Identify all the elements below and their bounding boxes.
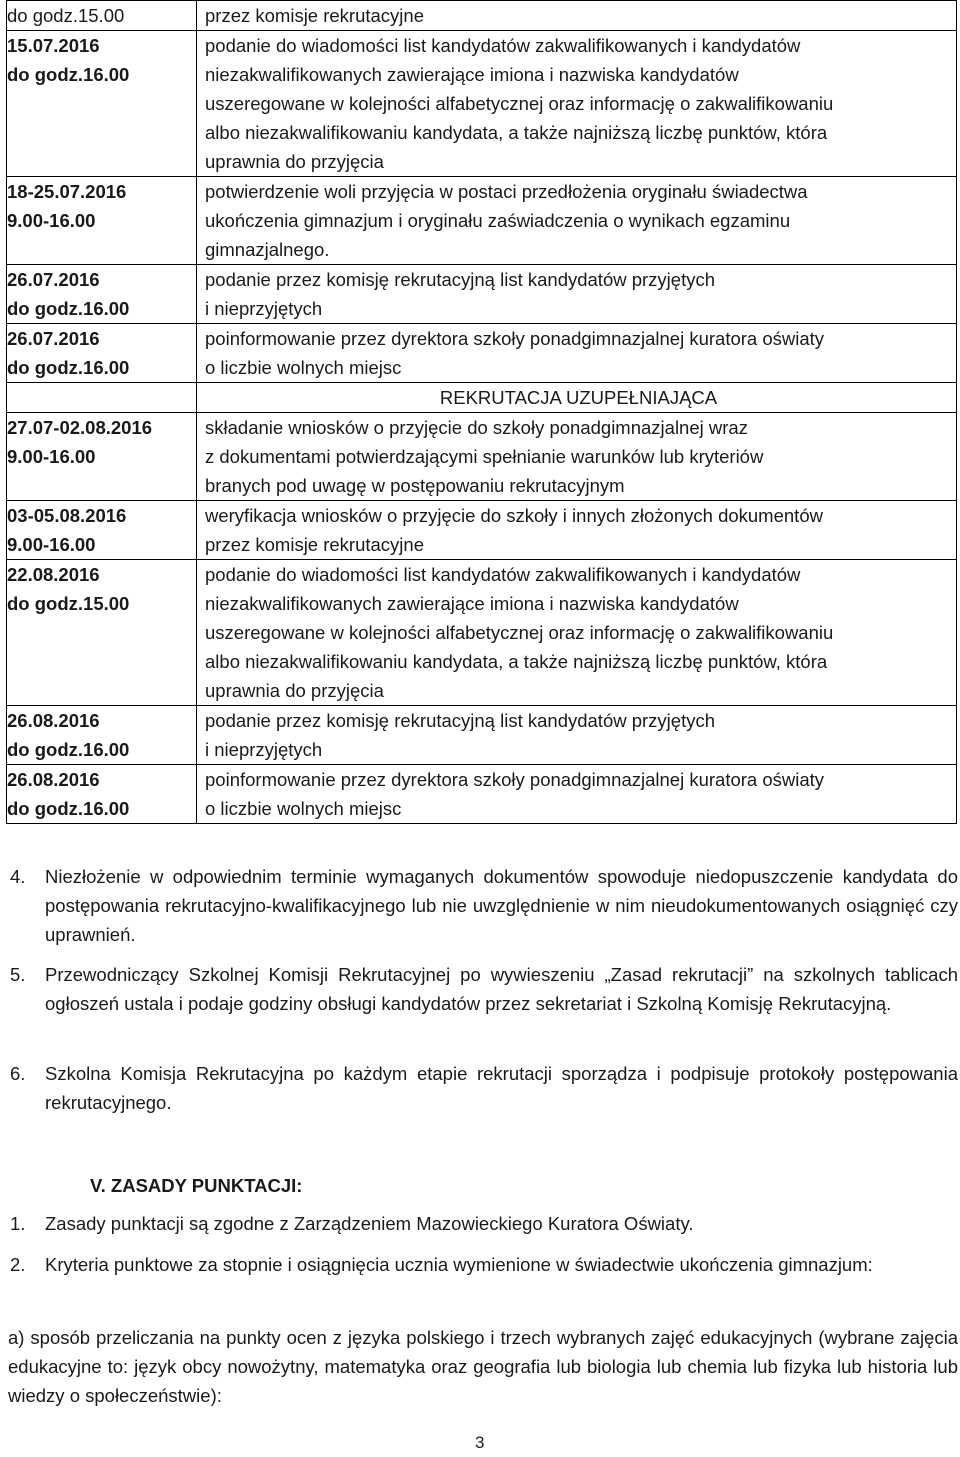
description-line: uszeregowane w kolejności alfabetycznej oraz informację o zakwalifikowaniu: [205, 622, 834, 643]
section-item-2: [10, 1250, 958, 1279]
date-line: 9.00-16.00: [7, 534, 96, 555]
schedule-date: [7, 706, 197, 765]
schedule-description: [197, 31, 957, 177]
section-item-1: [10, 1209, 958, 1238]
date-line: 15.07.2016: [7, 35, 100, 56]
description-line: o liczbie wolnych miejsc: [205, 357, 402, 378]
date-line: do godz.16.00: [7, 357, 130, 378]
schedule-row: [7, 31, 957, 177]
date-line: do godz.16.00: [7, 739, 130, 760]
description-line: gimnazjalnego.: [205, 239, 330, 260]
description-line: REKRUTACJA UZUPEŁNIAJĄCA: [439, 387, 718, 408]
date-line: 26.07.2016: [7, 269, 100, 290]
schedule-table: [6, 0, 957, 824]
date-line: 18-25.07.2016: [7, 181, 127, 202]
description-line: albo niezakwalifikowaniu kandydata, a także najniższą liczbę punktów, która: [205, 122, 828, 143]
description-line: albo niezakwalifikowaniu kandydata, a także najniższą liczbę punktów, która: [205, 651, 828, 672]
description-line: uprawnia do przyjęcia: [205, 151, 384, 172]
schedule-date: [7, 265, 197, 324]
schedule-row: [7, 265, 957, 324]
description-line: i nieprzyjętych: [205, 298, 323, 319]
description-line: podanie przez komisję rekrutacyjną list kandydatów przyjętych: [205, 710, 716, 731]
description-line: uszeregowane w kolejności alfabetycznej oraz informację o zakwalifikowaniu: [205, 93, 834, 114]
description-line: składanie wniosków o przyjęcie do szkoły ponadgimnazjalnej wraz: [205, 417, 748, 438]
schedule-description: [197, 177, 957, 265]
point-text: Niezłożenie w odpowiednim terminie wymaganych dokumentów spowoduje niedopuszczenie kandydata do postępowania rekrutacyjno-kwalifikacyjnego lub nie uwzględnienie w nim nieudokumentowanych osiągnięć czy uprawnień.: [45, 866, 958, 945]
schedule-body: [7, 1, 957, 824]
point-text: Przewodniczący Szkolnej Komisji Rekrutacyjnej po wywieszeniu „Zasad rekrutacji” na szkolnych tablicach ogłoszeń ustala i podaje godziny obsługi kandydatów przez sekretariat i Szkolną Komisję Rekrutacyjną.: [45, 964, 958, 1014]
description-line: podanie do wiadomości list kandydatów zakwalifikowanych i kandydatów: [205, 35, 801, 56]
schedule-description: [197, 765, 957, 824]
point-text: Szkolna Komisja Rekrutacyjna po każdym etapie rekrutacji sporządza i podpisuje protokoły postępowania rekrutacyjnego.: [45, 1063, 958, 1113]
schedule-date: [7, 765, 197, 824]
description-line: podanie do wiadomości list kandydatów zakwalifikowanych i kandydatów: [205, 564, 801, 585]
description-line: uprawnia do przyjęcia: [205, 680, 384, 701]
date-line: 9.00-16.00: [7, 446, 96, 467]
schedule-description: [197, 1, 957, 31]
schedule-date: [7, 1, 197, 31]
description-line: przez komisje rekrutacyjne: [205, 534, 424, 555]
description-line: przez komisje rekrutacyjne: [205, 5, 424, 26]
date-line: do godz.16.00: [7, 298, 130, 319]
schedule-row: [7, 765, 957, 824]
schedule-date: [7, 383, 197, 413]
date-line: 27.07-02.08.2016: [7, 417, 153, 438]
description-line: poinformowanie przez dyrektora szkoły ponadgimnazjalnej kuratora oświaty: [205, 328, 825, 349]
schedule-row: [7, 383, 957, 413]
schedule-date: [7, 413, 197, 501]
description-line: i nieprzyjętych: [205, 739, 323, 760]
date-line: 26.08.2016: [7, 710, 100, 731]
point-4: [10, 862, 958, 949]
schedule-date: [7, 324, 197, 383]
page-number: 3: [475, 1433, 485, 1452]
description-line: o liczbie wolnych miejsc: [205, 798, 402, 819]
date-line: do godz.15.00: [7, 5, 125, 26]
schedule-description: [197, 265, 957, 324]
description-line: poinformowanie przez dyrektora szkoły ponadgimnazjalnej kuratora oświaty: [205, 769, 825, 790]
date-line: 03-05.08.2016: [7, 505, 127, 526]
schedule-date: [7, 501, 197, 560]
description-line: potwierdzenie woli przyjęcia w postaci przedłożenia oryginału świadectwa: [205, 181, 808, 202]
item-text: Kryteria punktowe za stopnie i osiągnięcia ucznia wymienione w świadectwie ukończenia gimnazjum:: [45, 1254, 873, 1275]
description-line: weryfikacja wniosków o przyjęcie do szkoły i innych złożonych dokumentów: [205, 505, 823, 526]
item-number: 1.: [10, 1213, 26, 1234]
date-line: 26.08.2016: [7, 769, 100, 790]
schedule-row: [7, 177, 957, 265]
point-6: [10, 1059, 958, 1117]
sub-point-a: a) sposób przeliczania na punkty ocen z języka polskiego i trzech wybranych zajęć edukacyjnych (wybrane zajęcia edukacyjne to: język obcy nowożytny, matematyka oraz geografia lub biologia lub chemia lub fizyka lub historia lub wiedzy o społeczeństwie):: [8, 1327, 958, 1406]
schedule-row: [7, 1, 957, 31]
schedule-description: [197, 706, 957, 765]
description-line: ukończenia gimnazjum i oryginału zaświadczenia o wynikach egzaminu: [205, 210, 791, 231]
schedule-description: [197, 501, 957, 560]
point-number: 5.: [10, 964, 26, 985]
point-number: 4.: [10, 866, 26, 887]
date-line: do godz.16.00: [7, 798, 130, 819]
section-title: V. ZASADY PUNKTACJI:: [90, 1175, 303, 1196]
schedule-row: [7, 324, 957, 383]
date-line: do godz.15.00: [7, 593, 130, 614]
schedule-row: [7, 560, 957, 706]
item-number: 2.: [10, 1254, 26, 1275]
schedule-date: [7, 31, 197, 177]
schedule-row: [7, 413, 957, 501]
point-number: 6.: [10, 1063, 26, 1084]
schedule-date: [7, 177, 197, 265]
description-line: niezakwalifikowanych zawierające imiona i nazwiska kandydatów: [205, 593, 739, 614]
point-5: [10, 960, 958, 1018]
schedule-row: [7, 706, 957, 765]
schedule-description: [197, 324, 957, 383]
schedule-date: [7, 560, 197, 706]
date-line: do godz.16.00: [7, 64, 130, 85]
schedule-description: [197, 560, 957, 706]
description-line: niezakwalifikowanych zawierające imiona i nazwiska kandydatów: [205, 64, 739, 85]
schedule-description: [197, 413, 957, 501]
date-line: 9.00-16.00: [7, 210, 96, 231]
schedule-row: [7, 501, 957, 560]
item-text: Zasady punktacji są zgodne z Zarządzeniem Mazowieckiego Kuratora Oświaty.: [45, 1213, 694, 1234]
schedule-description: [197, 383, 957, 413]
date-line: 26.07.2016: [7, 328, 100, 349]
description-line: z dokumentami potwierdzającymi spełnianie warunków lub kryteriów: [205, 446, 764, 467]
description-line: podanie przez komisję rekrutacyjną list kandydatów przyjętych: [205, 269, 716, 290]
date-line: 22.08.2016: [7, 564, 100, 585]
description-line: branych pod uwagę w postępowaniu rekrutacyjnym: [205, 475, 625, 496]
